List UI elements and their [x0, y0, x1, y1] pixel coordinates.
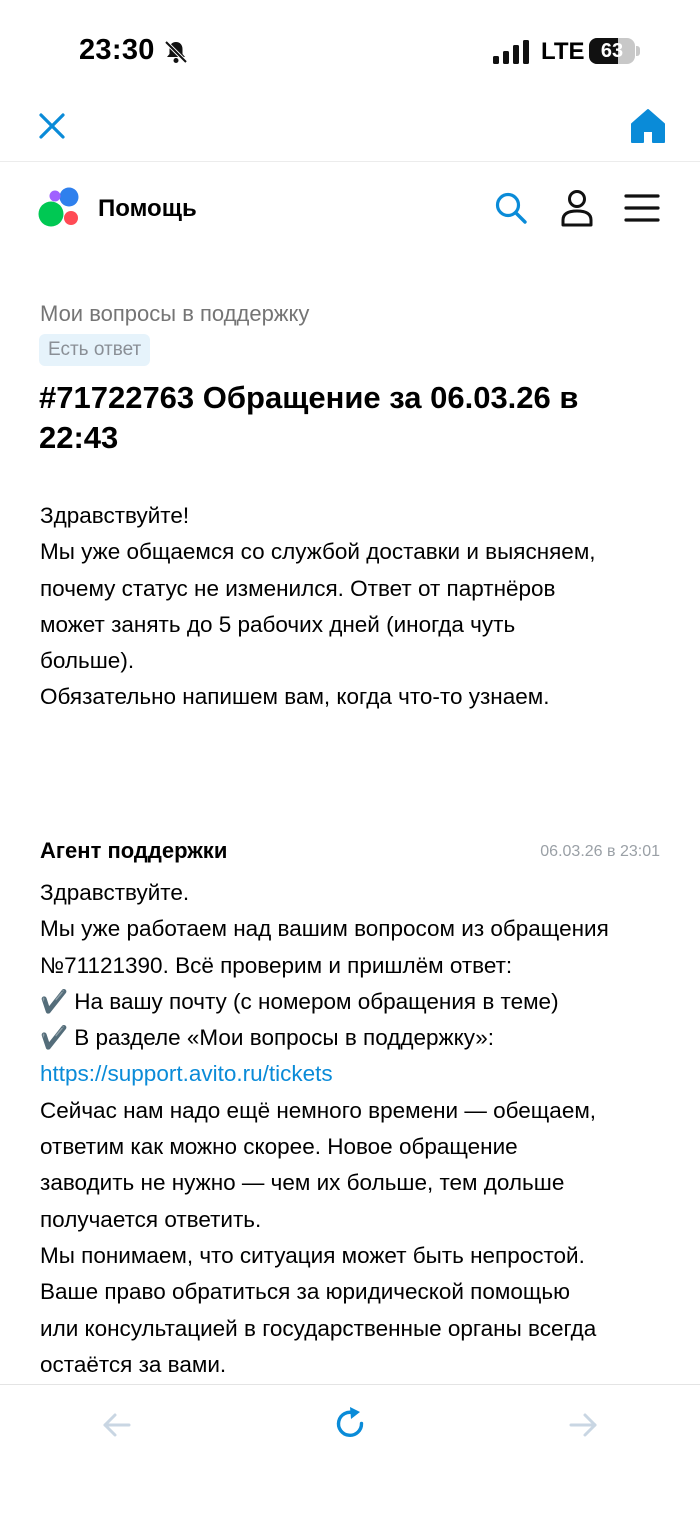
message-line: или консультацией в государственные органы всегда [40, 1315, 597, 1341]
message-line: получается ответить. [40, 1206, 262, 1232]
answer-line: почему статус не изменился. Ответ от партнёров [40, 575, 556, 601]
answer-line: Обязательно напишем вам, когда что-то узнаем. [40, 684, 550, 710]
message-line: ✔️ На вашу почту (с номером обращения в теме) [40, 988, 559, 1014]
forward-arrow-icon[interactable] [568, 1410, 598, 1440]
message-date: 06.03.26 в 23:01 [540, 843, 660, 860]
signal-icon [493, 40, 529, 64]
message-line: Ваше право обратиться за юридической помощью [40, 1279, 570, 1305]
message-author: Агент поддержки [40, 838, 228, 863]
battery-level: 63 [600, 40, 624, 62]
answer-line: Мы уже общаемся со службой доставки и выясняем, [40, 539, 596, 565]
avito-logo[interactable] [38, 187, 82, 229]
ticket-answer [40, 498, 670, 716]
home-icon[interactable] [630, 108, 666, 144]
agent-message [40, 875, 680, 1383]
answer-line: Здравствуйте! [40, 503, 190, 528]
status-badge: Есть ответ [39, 334, 150, 366]
status-bar [0, 0, 700, 100]
answer-line: может занять до 5 рабочих дней (иногда чуть [40, 611, 516, 637]
message-line: ✔️ В разделе «Мои вопросы в поддержку»: [40, 1025, 494, 1051]
divider [0, 161, 700, 162]
message-line: Мы уже работаем над вашим вопросом из обращения [40, 916, 609, 942]
message-line: остаётся за вами. [40, 1351, 227, 1377]
back-arrow-icon[interactable] [102, 1410, 132, 1440]
message-line: Сейчас нам надо ещё немного времени — обещаем, [40, 1097, 597, 1123]
message-line: Здравствуйте. [40, 880, 190, 905]
clock: 23:30 [79, 34, 155, 66]
search-icon[interactable] [494, 191, 528, 225]
tickets-link[interactable]: https://support.avito.ru/tickets [40, 1061, 333, 1087]
message-line: Мы понимаем, что ситуация может быть непростой. [40, 1242, 585, 1268]
message-line: ответим как можно скорее. Новое обращение [40, 1134, 518, 1160]
message-line: №71121390. Всё проверим и пришлём ответ: [40, 952, 513, 978]
menu-icon[interactable] [624, 193, 660, 223]
bell-off-icon [163, 39, 189, 65]
profile-icon[interactable] [560, 189, 594, 227]
bottom-nav-bar [0, 1384, 700, 1521]
page-title: #71722763 Обращение за 06.03.26 в 22:43 [39, 380, 579, 455]
answer-line: больше). [40, 648, 135, 674]
close-icon[interactable] [36, 110, 68, 142]
battery-icon [589, 38, 641, 64]
network-type: LTE [541, 38, 585, 65]
breadcrumb[interactable]: Мои вопросы в поддержку [40, 301, 310, 326]
message-line: заводить не нужно — чем их больше, тем дольше [40, 1170, 565, 1196]
site-title[interactable]: Помощь [98, 195, 197, 222]
reload-icon[interactable] [333, 1406, 367, 1442]
